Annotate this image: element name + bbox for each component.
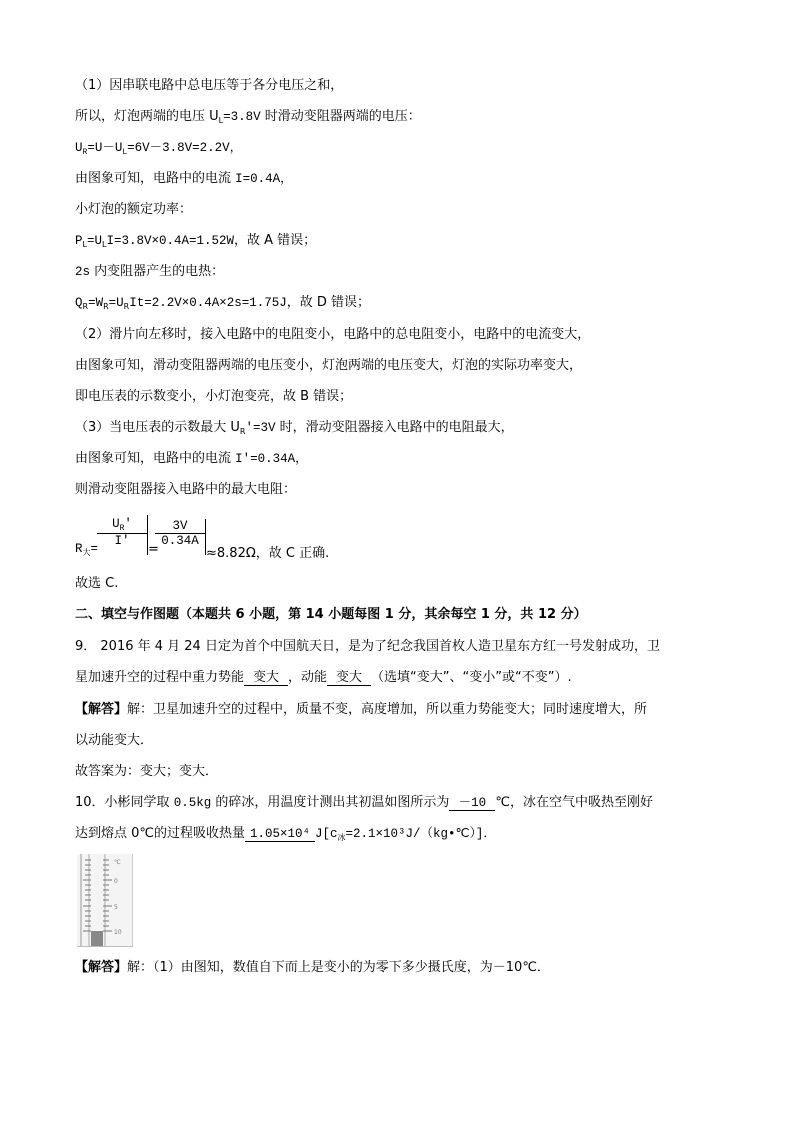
subscript: L [218, 116, 224, 125]
text: ，故 A 错误； [234, 233, 317, 248]
answer-blank: 1.05×10⁴ [245, 827, 315, 842]
text: I=3.8V×0.4A=1.52W [106, 234, 234, 248]
formula-line [75, 295, 370, 315]
formula-result: ≈8.82Ω，故 C 正确. [206, 546, 330, 561]
text-line: 故选 C. [75, 576, 119, 591]
text: 由图象可知，电路中的电流 [75, 451, 236, 466]
fraction-numeric: $\frac{3V}{0.34A}$ [155, 519, 205, 548]
subscript: R [82, 148, 88, 157]
text-line: （2）滑片向左移时，接入电路中的电阻变小，电路中的总电阻变小，电路中的电流变大， [75, 327, 591, 342]
text: 2s [75, 265, 91, 279]
text-line [75, 264, 224, 280]
text-line: 即电压表的示数变小，小灯泡变亮，故 B 错误； [75, 389, 353, 404]
subscript: R [239, 427, 246, 436]
subscript: R [103, 302, 109, 311]
formula: I′=0.34A， [235, 452, 308, 466]
text: 所以，灯泡两端的电压 U [75, 109, 219, 124]
formula-line [75, 140, 242, 161]
text-line: 由图象可知，滑动变阻器两端的电压变小，灯泡两端的电压变大，灯泡的实际功率变大， [75, 358, 583, 373]
text-line: 以动能变大． [75, 733, 154, 748]
formula: ′=3V [245, 421, 276, 435]
subscript: R [123, 302, 130, 311]
text: It=2.2V×0.4A×2s=1.75J [129, 296, 287, 310]
scale-label: 5 [114, 904, 118, 911]
text: =W [88, 296, 104, 310]
section-heading: 二、填空与作图题（本题共 6 小题，第 14 小题每图 1 分，其余每空 1 分，共 12 分） [75, 607, 587, 622]
question-9: 9． 2016 年 4 月 24 日定为首个中国航天日，是为了纪念我国首枚人造卫星东方红一号发射成功，卫 [75, 639, 660, 654]
text: =6V－3.8V=2.2V， [127, 141, 243, 155]
scale-label: 10 [114, 929, 122, 936]
fraction-symbolic: $\frac{U_R'}{I'}$ [97, 517, 147, 548]
question-10-line2: 达到熔点 0℃的过程吸收热量 1.05×10⁴ $J[c_冰=2.1\times 10^3J/(kg•℃)]$． [75, 826, 496, 842]
formula: =3.8V [223, 110, 261, 124]
scale-label: 0 [114, 878, 118, 885]
formula-lhs: $R_大=$ [75, 542, 99, 558]
text: =U－U [87, 141, 123, 155]
text: =U [108, 296, 124, 310]
thermometer-image [77, 854, 133, 947]
subscript: L [102, 240, 107, 249]
text: ，故 D 错误； [286, 295, 371, 310]
text-line [75, 171, 293, 187]
answer-10: 【解答】解：（1）由图知，数值自下而上是变小的为零下多少摄氏度，为－10℃． [75, 960, 550, 975]
text: =U [86, 234, 102, 248]
thermometer-scale-icon [77, 854, 132, 946]
equals-sign: = [148, 542, 159, 557]
subscript: R [82, 302, 89, 311]
text-line [75, 109, 421, 129]
text-line: 小灯泡的额定功率： [75, 202, 193, 217]
question-9-line2: 星加速升空的过程中重力势能 变大 ，动能 变大 （选填“变大”、“变小”或“不变”）. [75, 670, 572, 685]
text-line: （1）因串联电路中总电压等于各分电压之和， [75, 78, 344, 93]
text-line: 则滑动变阻器接入电路中的最大电阻： [75, 482, 297, 497]
text-line [75, 451, 308, 467]
scale-label: ℃ [114, 859, 121, 866]
subscript: L [122, 148, 128, 157]
subscript: L [82, 240, 87, 249]
text: 由图象可知，电路中的电流 [75, 171, 236, 186]
answer-blank: 变大 [327, 671, 371, 686]
text-line [75, 420, 514, 440]
formula-line [75, 233, 316, 253]
text: 时滑动变阻器两端的电压： [260, 109, 421, 124]
text: （3）当电压表的示数最大 U [75, 420, 240, 435]
answer-blank: 变大 [244, 671, 288, 686]
text: Q [75, 296, 83, 310]
text: 内变阻器产生的电热： [90, 264, 225, 279]
text-line: 故答案为：变大；变大． [75, 764, 219, 779]
formula: I=0.4A， [235, 172, 293, 186]
answer-blank: －10 [449, 796, 495, 811]
text: U [75, 141, 83, 155]
answer-9: 【解答】解：卫星加速升空的过程中，质量不变，高度增加，所以重力势能变大；同时速度增大，所 [75, 702, 648, 717]
text: 时，滑动变阻器接入电路中的电阻最大， [275, 420, 514, 435]
question-10: 10．小彬同学取 0.5kg 的碎冰，用温度计测出其初温如图所示为 －10 ℃，冰在空气中吸热至刚好 [75, 795, 653, 810]
resistance-formula [75, 515, 475, 559]
text: P [75, 234, 83, 248]
